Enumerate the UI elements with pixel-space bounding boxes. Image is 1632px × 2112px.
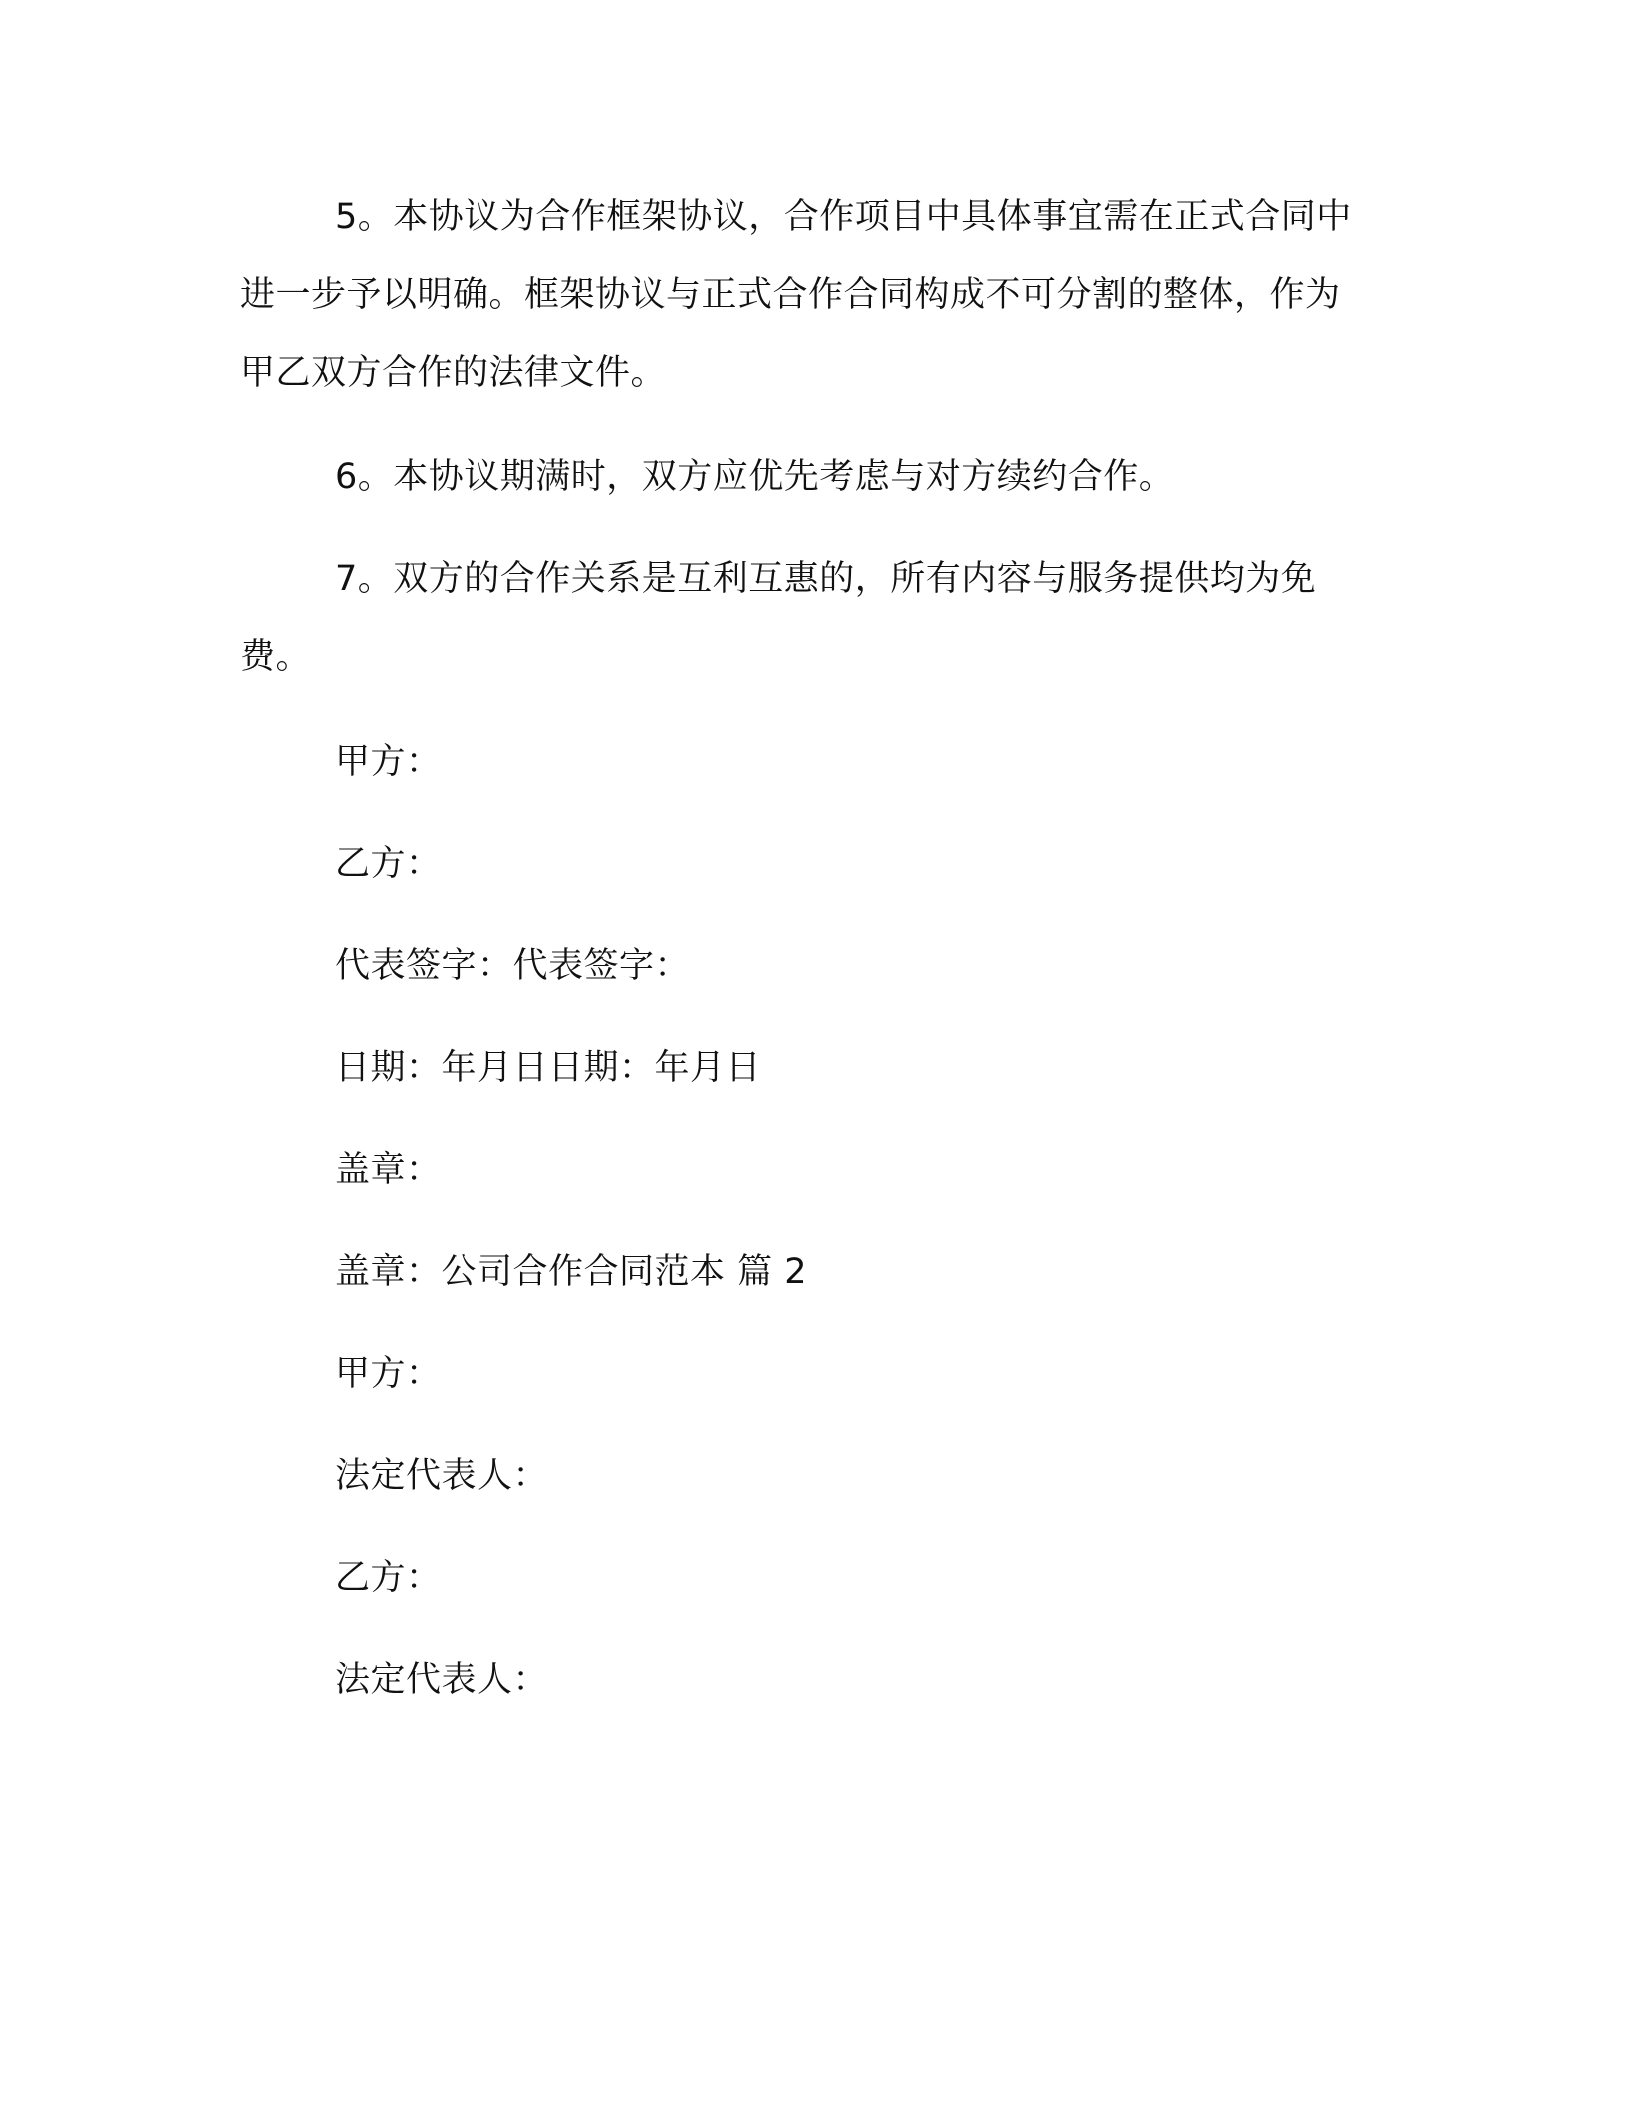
- party-a-label: 甲方：: [335, 742, 442, 782]
- seal-label: 盖章：: [335, 1150, 442, 1190]
- party-a-label-2: 甲方：: [335, 1354, 442, 1394]
- date-line: 日期：年月日日期：年月日: [335, 1048, 762, 1088]
- seal-and-next-title: 盖章：公司合作合同范本 篇 2: [335, 1252, 808, 1292]
- party-b-label-2: 乙方：: [335, 1558, 442, 1598]
- legal-representative-label-2: 法定代表人：: [335, 1660, 549, 1700]
- clause-5: 5。本协议为合作框架协议，合作项目中具体事宜需在正式合同中进一步予以明确。框架协议与正式合作合同构成不可分割的整体，作为甲乙双方合作的法律文件。: [240, 197, 1352, 393]
- party-b-label: 乙方：: [335, 844, 442, 884]
- clause-6: 6。本协议期满时，双方应优先考虑与对方续约合作。: [335, 457, 1175, 497]
- representative-signature-line: 代表签字：代表签字：: [335, 946, 691, 986]
- clause-7: 7。双方的合作关系是互利互惠的，所有内容与服务提供均为免费。: [240, 559, 1317, 677]
- legal-representative-label-1: 法定代表人：: [335, 1456, 549, 1496]
